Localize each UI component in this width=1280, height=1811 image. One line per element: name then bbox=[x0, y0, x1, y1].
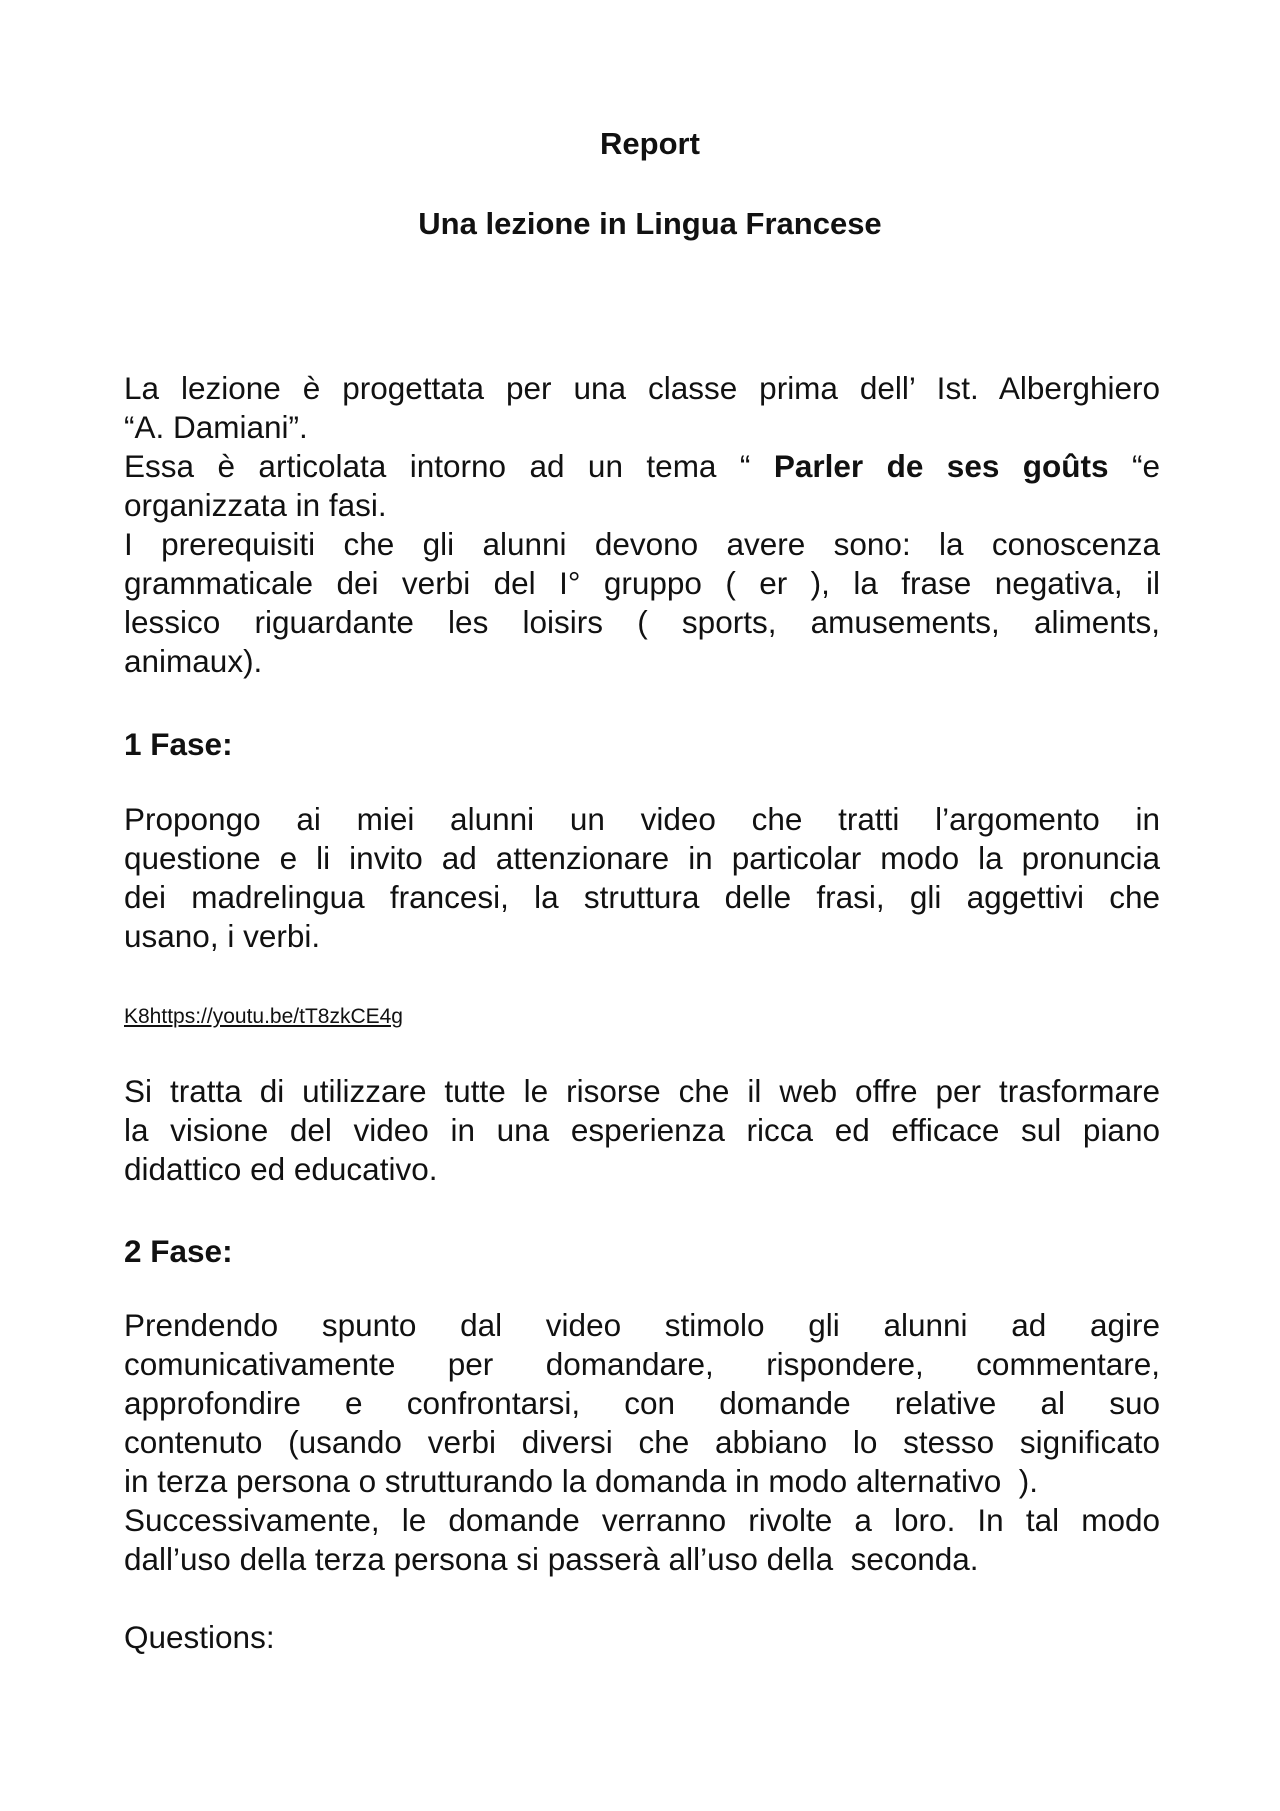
intro-line: grammaticale dei verbi del I° gruppo ( er ), la frase negativa, il bbox=[124, 565, 1160, 601]
intro-theme-bold: Parler de ses goûts bbox=[773, 448, 1109, 484]
phase1-line: Propongo ai miei alunni un video che tratti l’argomento in bbox=[124, 801, 1160, 837]
document-subtitle: Una lezione in Lingua Francese bbox=[418, 206, 882, 241]
phase2-line: Prendendo spunto dal video stimolo gli alunni ad agire bbox=[124, 1307, 1160, 1343]
phase2-line: dall’uso della terza persona si passerà all’uso della seconda. bbox=[124, 1541, 979, 1577]
phase1-line: questione e li invito ad attenzionare in particolar modo la pronuncia bbox=[124, 840, 1160, 876]
phase2-line: in terza persona o strutturando la domanda in modo alternativo ). bbox=[124, 1463, 1039, 1499]
intro-theme-prefix: Essa è articolata intorno ad un tema “ bbox=[124, 448, 774, 484]
phase2-paragraph bbox=[124, 1306, 1160, 1579]
phase1-line: Si tratta di utilizzare tutte le risorse che il web offre per trasformare bbox=[124, 1073, 1160, 1109]
video-link[interactable]: K8https://youtu.be/tT8zkCE4g bbox=[124, 1005, 403, 1028]
document-title: Report bbox=[600, 126, 700, 161]
intro-line: “A. Damiani”. bbox=[124, 409, 308, 445]
phase1-paragraph-2 bbox=[124, 1072, 1160, 1189]
intro-line: animaux). bbox=[124, 643, 263, 679]
phase1-heading: 1 Fase: bbox=[124, 726, 233, 762]
intro-paragraph bbox=[124, 369, 1160, 681]
intro-line: organizzata in fasi. bbox=[124, 487, 387, 523]
phase1-line: usano, i verbi. bbox=[124, 918, 321, 954]
phase2-line: comunicativamente per domandare, rispondere, commentare, bbox=[124, 1346, 1160, 1382]
phase2-heading: 2 Fase: bbox=[124, 1233, 233, 1269]
questions-label: Questions: bbox=[124, 1619, 275, 1655]
phase2-line: contenuto (usando verbi diversi che abbiano lo stesso significato bbox=[124, 1424, 1160, 1460]
phase2-line: approfondire e confrontarsi, con domande relative al suo bbox=[124, 1385, 1160, 1421]
intro-line: La lezione è progettata per una classe prima dell’ Ist. Alberghiero bbox=[124, 370, 1160, 406]
intro-line-theme bbox=[124, 447, 1160, 486]
intro-line: lessico riguardante les loisirs ( sports, amusements, aliments, bbox=[124, 604, 1160, 640]
phase1-paragraph bbox=[124, 800, 1160, 956]
phase1-line: didattico ed educativo. bbox=[124, 1151, 438, 1187]
phase1-line: la visione del video in una esperienza ricca ed efficace sul piano bbox=[124, 1112, 1160, 1148]
intro-theme-suffix: “e bbox=[1108, 448, 1160, 484]
intro-line: I prerequisiti che gli alunni devono avere sono: la conoscenza bbox=[124, 526, 1160, 562]
phase2-line: Successivamente, le domande verranno rivolte a loro. In tal modo bbox=[124, 1502, 1160, 1538]
phase1-line: dei madrelingua francesi, la struttura delle frasi, gli aggettivi che bbox=[124, 879, 1160, 915]
